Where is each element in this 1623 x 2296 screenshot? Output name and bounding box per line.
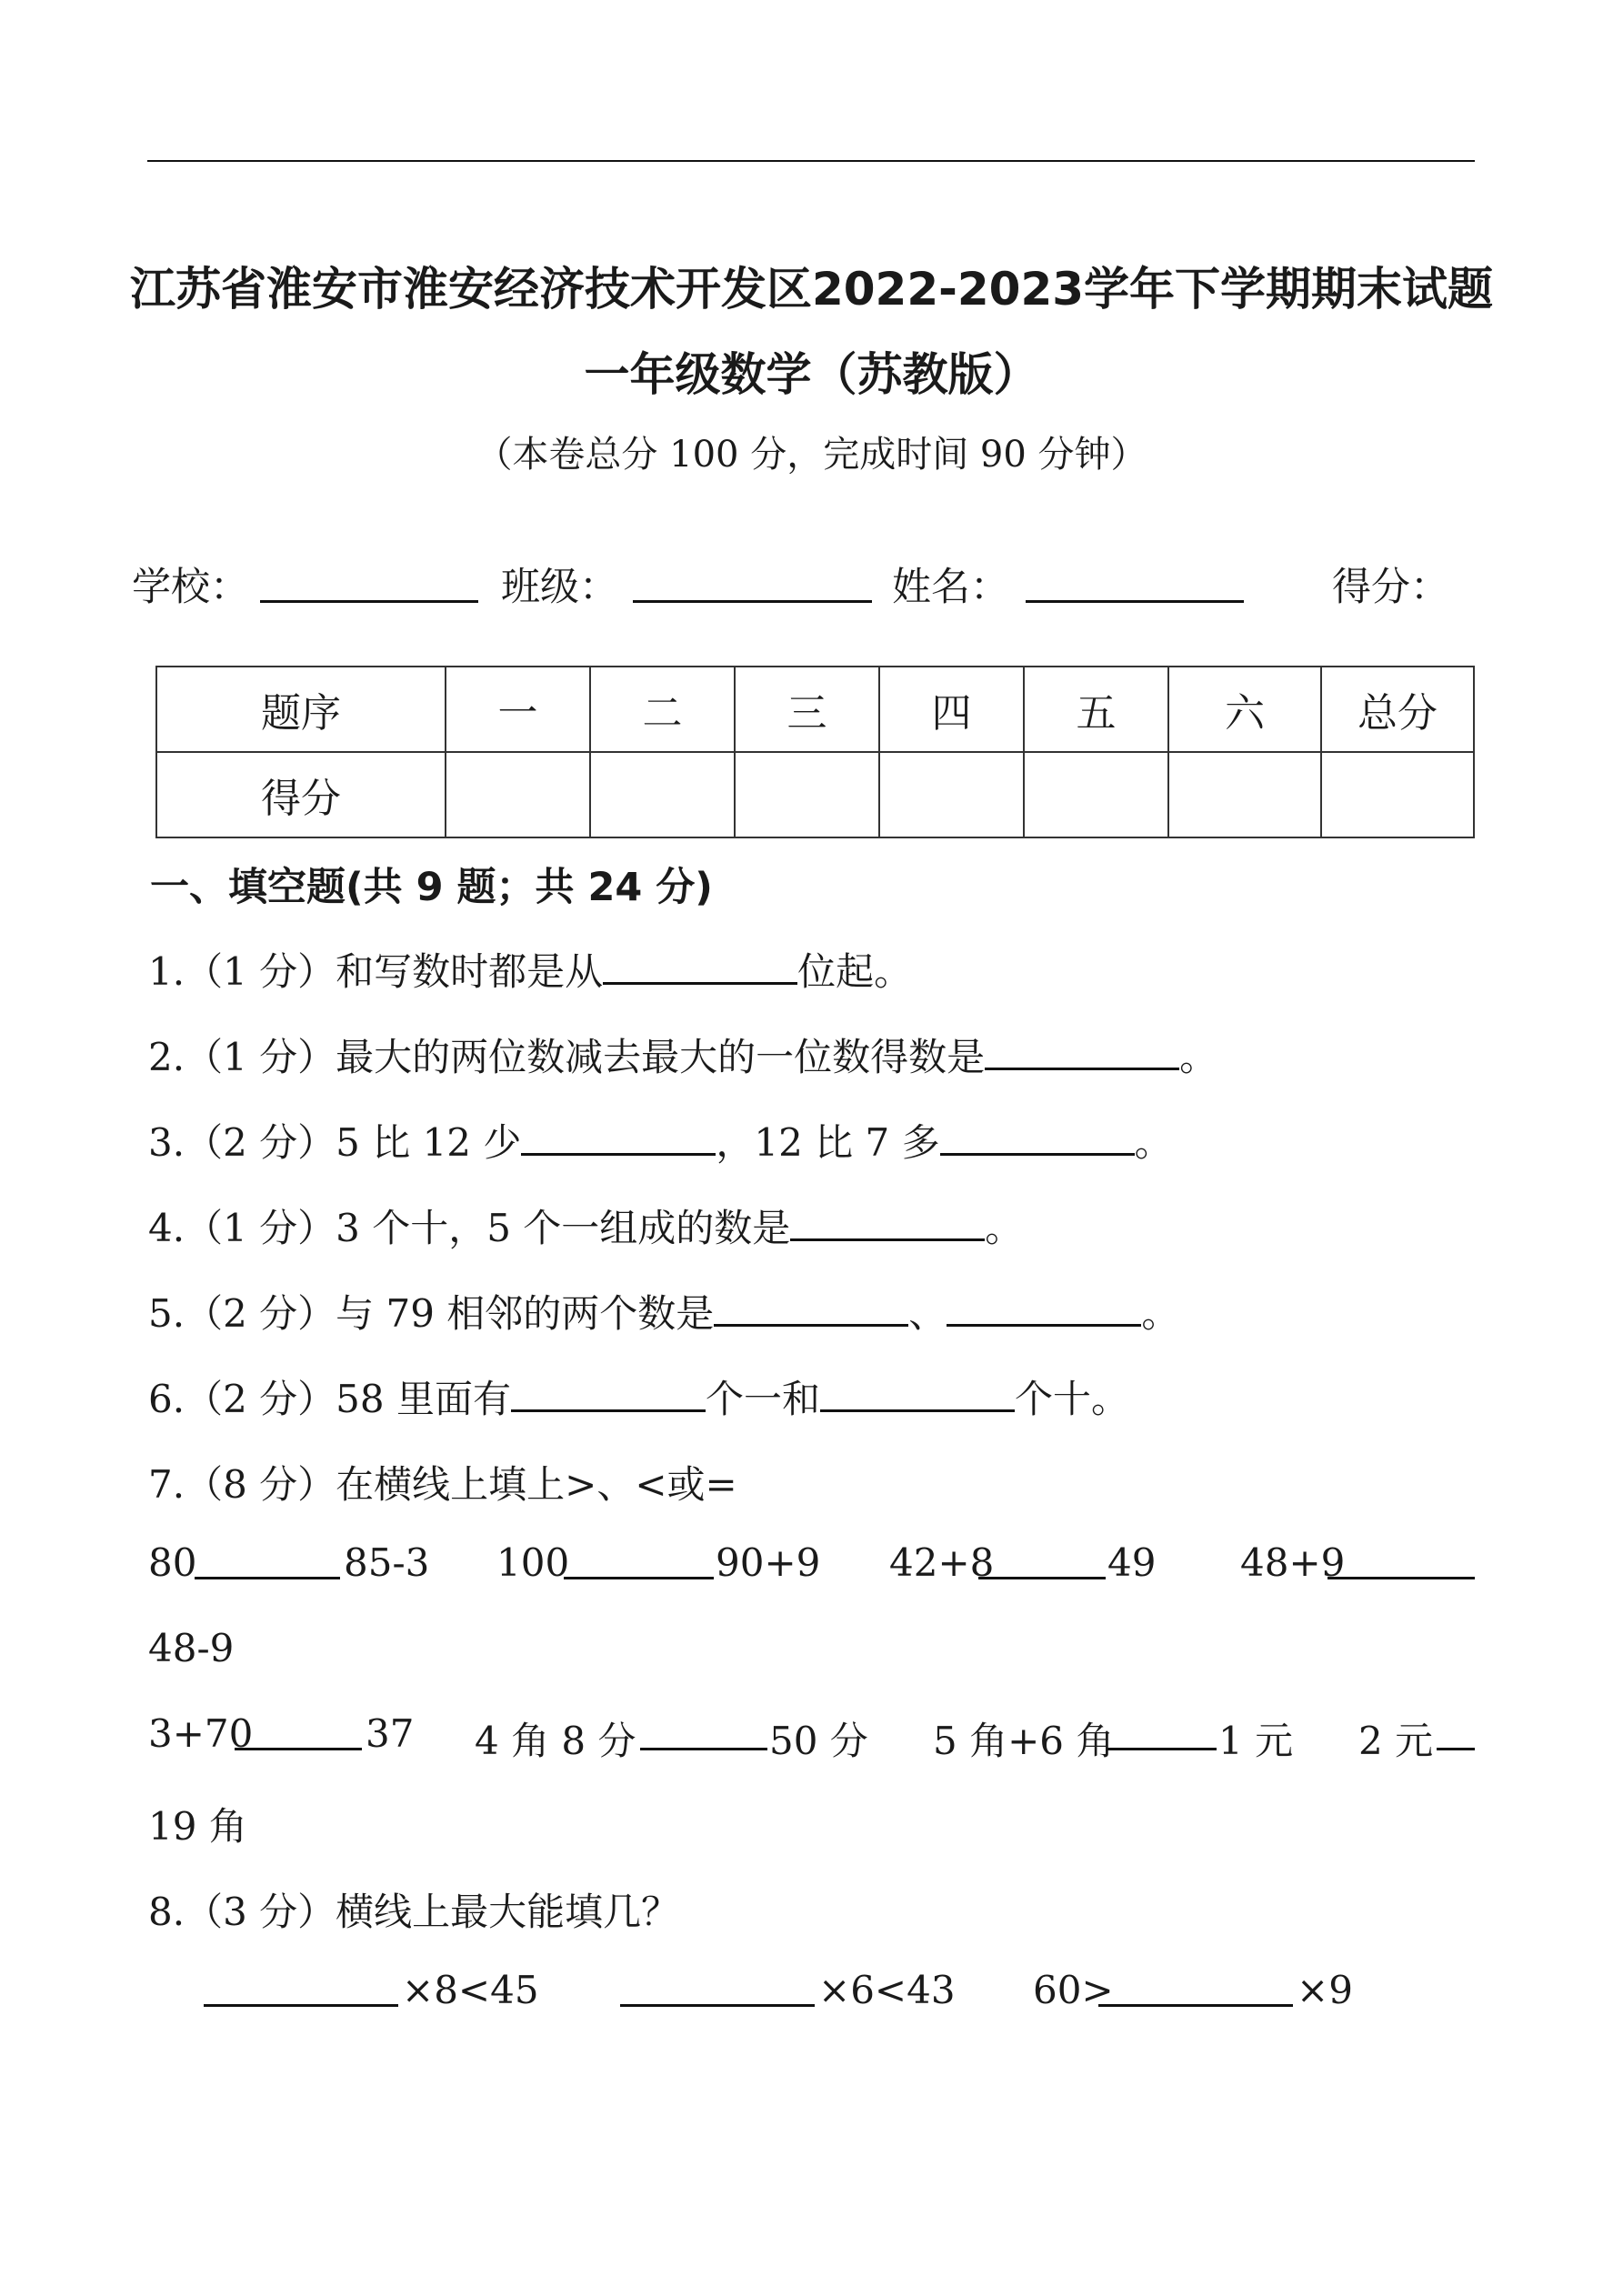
question-6 [148,1369,1129,1424]
q7-item: 90+9 [716,1540,821,1585]
q8-item: ×9 [1297,1968,1353,2012]
score-label: 得分： [1332,565,1449,610]
q7-item: 4 角 8 分 [475,1719,636,1763]
q8-blank[interactable] [1098,1968,1293,2007]
school-field[interactable] [260,600,478,603]
q5-text-mid: 、 [908,1291,947,1336]
q7-item: 3+70 [148,1711,254,1756]
q7-item: 48-9 [148,1626,235,1670]
q2-text-end: 。 [1179,1035,1218,1079]
exam-subtitle: 一年级数学（苏教版） [584,348,1039,401]
question-7-stem: 7.（8 分）在横线上填上>、<或= [148,1462,737,1507]
class-label: 班级： [501,565,618,610]
score-table [155,666,1475,838]
score-table-score-row [156,752,1474,837]
score-row-label: 得分 [156,752,446,837]
q3-text-mid: ，12 比 7 多 [716,1120,940,1165]
score-table-header: 总分 [1321,667,1474,752]
score-cell[interactable] [879,752,1024,837]
q3-blank-2[interactable] [940,1117,1135,1156]
score-table-header: 二 [590,667,735,752]
score-cell[interactable] [446,752,590,837]
section-1-title: 一、填空题(共 9 题；共 24 分) [150,865,713,910]
q7-item: 49 [1107,1540,1157,1585]
question-2 [148,1028,1217,1082]
q3-text-end: 。 [1134,1120,1173,1165]
q8-blank[interactable] [620,1968,815,2007]
q8-item: 60> [1033,1968,1114,2012]
score-cell[interactable] [1024,752,1168,837]
q7-item: 48+9 [1240,1540,1346,1585]
q4-blank[interactable] [790,1202,985,1241]
score-table-header: 六 [1168,667,1321,752]
q6-blank-1[interactable] [511,1373,706,1412]
q7-item: 42+8 [889,1540,995,1585]
q2-blank[interactable] [985,1031,1179,1070]
q7-item: 5 角+6 角 [933,1719,1115,1763]
q7-blank[interactable] [235,1711,362,1750]
q7-blank[interactable] [978,1540,1106,1579]
q6-text: 6.（2 分）58 里面有 [148,1377,511,1421]
score-cell[interactable] [735,752,879,837]
q6-blank-2[interactable] [820,1373,1015,1412]
score-table-header: 一 [446,667,590,752]
q7-blank[interactable] [564,1540,714,1579]
q7-item: 80 [148,1540,197,1585]
q7-item: 19 角 [148,1804,247,1849]
q1-blank[interactable] [603,946,797,985]
class-field[interactable] [633,600,872,603]
q7-item: 1 元 [1218,1719,1294,1763]
q1-text-end: 位起。 [797,949,913,994]
q7-item: 100 [496,1540,570,1585]
q7-blank[interactable] [1437,1711,1475,1750]
name-field[interactable] [1026,600,1244,603]
q5-blank-1[interactable] [714,1288,908,1327]
score-table-header: 五 [1024,667,1168,752]
score-cell[interactable] [1168,752,1321,837]
q2-text: 2.（1 分）最大的两位数减去最大的一位数得数是 [148,1035,986,1079]
score-table-header: 三 [735,667,879,752]
question-4 [148,1198,1023,1253]
q3-blank-1[interactable] [521,1117,716,1156]
q7-item: 85-3 [344,1540,430,1585]
school-label: 学校： [132,565,249,610]
score-cell[interactable] [590,752,735,837]
q7-blank[interactable] [640,1711,767,1750]
question-3 [148,1113,1173,1168]
question-5 [148,1284,1179,1338]
q7-blank[interactable] [195,1540,340,1579]
q5-text: 5.（2 分）与 79 相邻的两个数是 [148,1291,715,1336]
q5-blank-2[interactable] [947,1288,1141,1327]
q3-text: 3.（2 分）5 比 12 少 [148,1120,522,1165]
q7-item: 37 [366,1711,415,1756]
q6-text-mid: 个一和 [705,1377,820,1421]
student-info-row [132,556,1450,611]
q8-item: ×8<45 [402,1968,539,2012]
exam-title: 江苏省淮安市淮安经济技术开发区2022-2023学年下学期期末试题 [129,263,1494,316]
q7-blank[interactable] [1107,1711,1217,1750]
score-table-header: 题序 [156,667,446,752]
header-rule [147,160,1475,162]
q8-item: ×6<43 [818,1968,956,2012]
exam-note: （本卷总分 100 分，完成时间 90 分钟） [476,434,1147,476]
score-cell[interactable] [1321,752,1474,837]
q5-text-end: 。 [1141,1291,1180,1336]
q7-item: 50 分 [769,1719,868,1763]
question-1 [148,942,912,997]
score-table-header-row [156,667,1474,752]
q6-text-end: 个十。 [1014,1377,1129,1421]
question-8-stem: 8.（3 分）横线上最大能填几？ [148,1890,680,1934]
q7-blank[interactable] [1327,1540,1475,1579]
q8-blank[interactable] [204,1968,398,2007]
q1-text: 1.（1 分）和写数时都是从 [148,949,604,994]
name-label: 姓名： [892,565,1009,610]
q4-text: 4.（1 分）3 个十，5 个一组成的数是 [148,1206,791,1250]
q7-item: 2 元 [1358,1719,1434,1763]
score-table-header: 四 [879,667,1024,752]
q4-text-end: 。 [985,1206,1024,1250]
